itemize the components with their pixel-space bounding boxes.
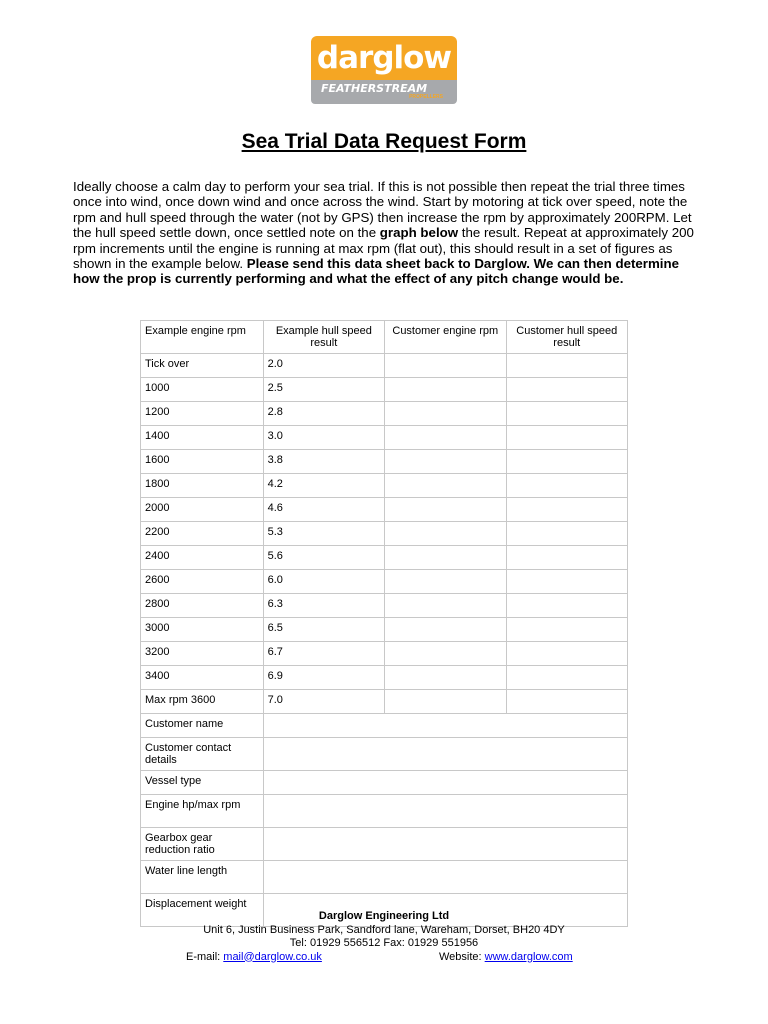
customer-speed-cell[interactable] xyxy=(506,642,628,666)
example-speed-cell: 3.8 xyxy=(263,450,384,474)
customer-rpm-cell[interactable] xyxy=(385,354,506,378)
example-speed-cell: 5.6 xyxy=(263,546,384,570)
logo-brand-text: darglow xyxy=(316,40,452,76)
email-label: E-mail: xyxy=(186,950,224,963)
detail-label-cell: Vessel type xyxy=(141,771,264,795)
customer-speed-cell[interactable] xyxy=(506,690,628,714)
customer-rpm-cell[interactable] xyxy=(385,666,506,690)
detail-row xyxy=(141,795,628,828)
table-row xyxy=(141,426,628,450)
customer-rpm-cell[interactable] xyxy=(385,498,506,522)
detail-label-cell: Displacement weight xyxy=(141,894,264,927)
table-row xyxy=(141,642,628,666)
table-header-row xyxy=(141,321,628,354)
example-rpm-cell: 3000 xyxy=(141,618,264,642)
logo-brand-panel xyxy=(311,36,457,80)
customer-rpm-cell[interactable] xyxy=(385,378,506,402)
example-rpm-cell: 3400 xyxy=(141,666,264,690)
detail-row xyxy=(141,828,628,861)
table-row xyxy=(141,546,628,570)
example-rpm-cell: 2400 xyxy=(141,546,264,570)
example-speed-cell: 6.9 xyxy=(263,666,384,690)
customer-rpm-cell[interactable] xyxy=(385,618,506,642)
email-link[interactable]: mail@darglow.co.uk xyxy=(223,950,322,963)
intro-text-2: the result. Repeat at approximately 200 rpm increments until the engine is running at max rpm (flat out), this should result in a set of figures as shown in the example below. xyxy=(73,225,694,272)
example-rpm-cell: 3200 xyxy=(141,642,264,666)
customer-speed-cell[interactable] xyxy=(506,426,628,450)
example-speed-cell: 2.5 xyxy=(263,378,384,402)
example-rpm-cell: 1000 xyxy=(141,378,264,402)
example-rpm-cell: 1800 xyxy=(141,474,264,498)
example-speed-cell: 6.5 xyxy=(263,618,384,642)
logo-product-panel xyxy=(311,80,457,104)
customer-rpm-cell[interactable] xyxy=(385,426,506,450)
detail-label-cell: Engine hp/max rpm xyxy=(141,795,264,828)
table-row xyxy=(141,618,628,642)
example-speed-cell: 2.8 xyxy=(263,402,384,426)
table-row xyxy=(141,594,628,618)
customer-rpm-cell[interactable] xyxy=(385,642,506,666)
page-title: Sea Trial Data Request Form xyxy=(241,130,527,153)
footer xyxy=(0,910,768,965)
website-label: Website: xyxy=(439,950,485,963)
intro-bold-1: graph below xyxy=(379,225,459,241)
detail-value-cell[interactable] xyxy=(263,771,627,795)
example-rpm-cell: 1600 xyxy=(141,450,264,474)
logo-product-text: FEATHERSTREAM xyxy=(321,82,428,95)
table-row xyxy=(141,402,628,426)
detail-row xyxy=(141,714,628,738)
footer-address: Unit 6, Justin Business Park, Sandford lane, Wareham, Dorset, BH20 4DY xyxy=(203,923,565,936)
footer-email xyxy=(186,951,322,965)
sea-trial-table xyxy=(140,320,628,927)
customer-speed-cell[interactable] xyxy=(506,666,628,690)
table-row xyxy=(141,570,628,594)
customer-rpm-cell[interactable] xyxy=(385,474,506,498)
detail-row xyxy=(141,771,628,795)
customer-speed-cell[interactable] xyxy=(506,546,628,570)
customer-speed-cell[interactable] xyxy=(506,450,628,474)
example-speed-cell: 6.3 xyxy=(263,594,384,618)
customer-rpm-cell[interactable] xyxy=(385,522,506,546)
example-rpm-cell: 2000 xyxy=(141,498,264,522)
customer-speed-cell[interactable] xyxy=(506,498,628,522)
detail-value-cell[interactable] xyxy=(263,861,627,894)
detail-label-cell: Customer contact details xyxy=(141,738,264,771)
example-speed-cell: 3.0 xyxy=(263,426,384,450)
example-rpm-cell: Tick over xyxy=(141,354,264,378)
table-row xyxy=(141,690,628,714)
customer-speed-cell[interactable] xyxy=(506,378,628,402)
table-header-cell: Example hull speed result xyxy=(263,321,384,354)
table-header-cell: Customer engine rpm xyxy=(385,321,506,354)
detail-value-cell[interactable] xyxy=(263,738,627,771)
customer-speed-cell[interactable] xyxy=(506,522,628,546)
detail-value-cell[interactable] xyxy=(263,795,627,828)
table-row xyxy=(141,498,628,522)
customer-speed-cell[interactable] xyxy=(506,618,628,642)
customer-speed-cell[interactable] xyxy=(506,354,628,378)
example-rpm-cell: 1400 xyxy=(141,426,264,450)
customer-rpm-cell[interactable] xyxy=(385,402,506,426)
customer-speed-cell[interactable] xyxy=(506,570,628,594)
customer-rpm-cell[interactable] xyxy=(385,690,506,714)
example-rpm-cell: 2600 xyxy=(141,570,264,594)
table-row xyxy=(141,354,628,378)
customer-rpm-cell[interactable] xyxy=(385,570,506,594)
detail-value-cell[interactable] xyxy=(263,828,627,861)
detail-label-cell: Water line length xyxy=(141,861,264,894)
table-row xyxy=(141,378,628,402)
darglow-logo xyxy=(311,36,457,104)
example-speed-cell: 7.0 xyxy=(263,690,384,714)
intro-paragraph xyxy=(73,179,695,287)
table-header-cell: Example engine rpm xyxy=(141,321,264,354)
detail-value-cell[interactable] xyxy=(263,714,627,738)
table-row xyxy=(141,666,628,690)
footer-phone: Tel: 01929 556512 Fax: 01929 551956 xyxy=(289,937,479,949)
customer-speed-cell[interactable] xyxy=(506,474,628,498)
example-rpm-cell: 2800 xyxy=(141,594,264,618)
detail-row xyxy=(141,861,628,894)
intro-bold-2: Please send this data sheet back to Darglow. We can then determine how the prop is currently performing and what the effect of any pitch change would be. xyxy=(73,256,679,287)
customer-speed-cell[interactable] xyxy=(506,594,628,618)
detail-label-cell: Customer name xyxy=(141,714,264,738)
footer-company: Darglow Engineering Ltd xyxy=(318,910,450,922)
example-speed-cell: 6.0 xyxy=(263,570,384,594)
example-speed-cell: 2.0 xyxy=(263,354,384,378)
customer-speed-cell[interactable] xyxy=(506,402,628,426)
logo-sub-text: PROPELLERS xyxy=(409,94,443,100)
example-rpm-cell: 1200 xyxy=(141,402,264,426)
example-speed-cell: 6.7 xyxy=(263,642,384,666)
detail-label-cell: Gearbox gear reduction ratio xyxy=(141,828,264,861)
table-row xyxy=(141,522,628,546)
footer-website xyxy=(439,951,573,965)
example-speed-cell: 4.2 xyxy=(263,474,384,498)
example-rpm-cell: Max rpm 3600 xyxy=(141,690,264,714)
table-header-cell: Customer hull speed result xyxy=(506,321,628,354)
example-rpm-cell: 2200 xyxy=(141,522,264,546)
example-speed-cell: 4.6 xyxy=(263,498,384,522)
table-row xyxy=(141,474,628,498)
customer-rpm-cell[interactable] xyxy=(385,594,506,618)
detail-row xyxy=(141,738,628,771)
customer-rpm-cell[interactable] xyxy=(385,450,506,474)
website-link[interactable]: www.darglow.com xyxy=(484,950,573,963)
customer-rpm-cell[interactable] xyxy=(385,546,506,570)
footer-contact-line xyxy=(0,951,768,965)
intro-text-1: Ideally choose a calm day to perform your sea trial. If this is not possible then repeat the trial three times once into wind, once down wind and once across the wind. Start by motoring at tick over speed, note the rpm and hull speed through the water (not by GPS) then increase the rpm by approximately 200RPM. Let the hull speed settle down, once settled note on the xyxy=(73,179,692,241)
example-speed-cell: 5.3 xyxy=(263,522,384,546)
table-row xyxy=(141,450,628,474)
